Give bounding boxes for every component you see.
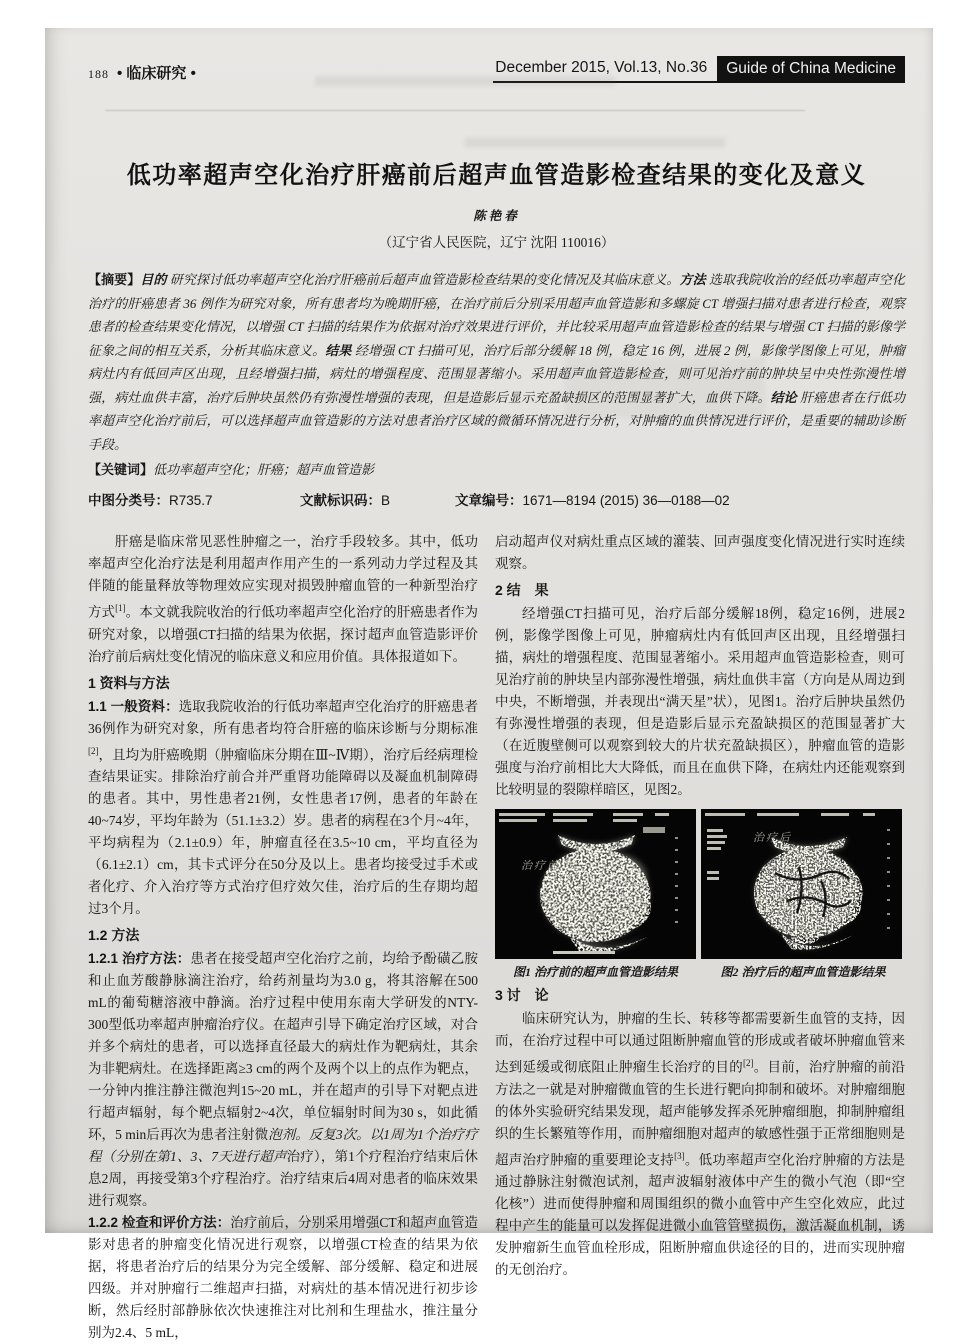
section-heading-3: 3 讨 论 <box>495 987 549 1003</box>
body-columns <box>88 531 905 1344</box>
issue-info: December 2015, Vol.13, No.36 <box>493 57 717 83</box>
section-heading-1: 1 资料与方法 <box>88 674 170 691</box>
figure-row <box>495 809 905 959</box>
column-name: • 临床研究 • <box>117 65 196 82</box>
abstract: 【摘要】目的 研究探讨低功率超声空化治疗肝癌前后超声血管造影检查结果的变化情况及其临床意义。方法 选取我院收治的经低功率超声空化治疗的肝癌患者 36 例作为研究对象，所有患者均为晚期肝癌，在治疗前后分别采用超声血管造影和多螺旋 CT 增强扫描对患者进行检查，观察患者的检查结果变化情况，以增强 CT 扫描的结果作为依据对治疗效果进行评价，并比较采用超声血管造影检查的结果与增强 CT 扫描的影像学征象之间的相互关系，分析其临床意义。结果 经增强 CT 扫描可见，治疗后部分缓解 18 例，稳定 16 例，进展 2 例，影像学图像上可见，肿瘤病灶内有低回声区出现，且经增强扫描，病灶的增强程度、范围显著缩小。采用超声血管造影检查，则可见治疗前的肿块呈中央性弥漫性增强，病灶血供丰富，治疗后肿块虽然仍有弥漫性增强的表现，但是造影后显示充盈缺损区的范围显著扩大，血供下降。结论 肝癌患者在行低功率超声空化治疗前后，可以选择超声血管造影的方法对患者治疗区域的微循环情况进行分析，对肿瘤的血供情况进行评价，是重要的辅助诊断手段。 <box>88 272 905 452</box>
paragraph-1-2-2: 1.2.2 检查和评价方法：治疗前后，分别采用增强CT和超声血管造影对患者的肿瘤变化情况进行观察，以增强CT检查的结果为依据，将患者治疗后的结果分为完全缓解、部分缓解、稳定和进展四级。并对肿瘤行二维超声扫描，对病灶的基本情况进行初步诊断，然后经肘部静脉依次快速推注对比剂和生理盐水，推注量分别为2.4、5 mL， <box>88 1215 478 1340</box>
intro-paragraph: 肝癌是临床常见恶性肿瘤之一，治疗手段较多。其中，低功率超声空化治疗法是利用超声作用产生的一系列动力学过程及其伴随的能量释放等物理效应实现对损毁肿瘤血管的一种新型治疗方式[1]。本文就我院收治的行低功率超声空化治疗的肝癌患者作为研究对象，以增强CT扫描的结果为依据，探讨超声血管造影评价治疗前后病灶变化情况的临床意义和应用价值。具体报道如下。 <box>88 534 479 664</box>
ultrasound-graphic-before <box>495 809 696 959</box>
right-column <box>495 531 905 1344</box>
bleed-artifact <box>465 138 725 147</box>
section-heading-1-2: 1.2 方法 <box>88 927 140 943</box>
ultrasound-image-after <box>701 809 902 959</box>
keywords: 【关键词】低功率超声空化；肝癌；超声血管造影 <box>88 462 375 477</box>
journal-name-badge: Guide of China Medicine <box>717 56 905 83</box>
journal-page <box>45 28 933 1340</box>
figure-2-caption: 图2 治疗后的超声血管造影结果 <box>720 965 886 979</box>
figure-captions <box>495 963 905 980</box>
meta-row <box>88 489 905 509</box>
overlay-label-before: 治疗前 <box>521 860 560 872</box>
continuation-paragraph: 启动超声仪对病灶重点区域的灌装、回声强度变化情况进行实时连续观察。 <box>495 534 905 571</box>
paragraph-1-1: 1.1 一般资料：选取我院收治的行低功率超声空化治疗的肝癌患者36例作为研究对象，所有患者均符合肝癌的临床诊断与分期标准[2]，且均为肝癌晚期（肿瘤临床分期在Ⅲ~Ⅳ期），治疗后经病理检查结果证实。排除治疗前合并严重肾功能障碍以及凝血机制障碍的患者。其中，男性患者21例，女性患者17例，患者的年龄在40~74岁，平均年龄为（51.1±3.2）岁。患者的病程在3个月~4年，平均病程为（2.1±0.9）年，肿瘤直径在3.5~10 cm，平均直径为（6.1±2.1）cm，其卡式评分在50分及以上。患者均接受过手术或者化疗、介入治疗等方式治疗但疗效欠佳，治疗后的生存期均超过3个月。 <box>88 698 478 916</box>
paragraph-1-2-1: 1.2.1 治疗方法：患者在接受超声空化治疗之前，均给予酚磺乙胺和止血芳酸静脉滴注治疗，给药剂量均为3.0 g，将其溶解在500 mL的葡萄糖溶液中静滴。治疗过程中使用东南大学研发的NTY-300型低功率超声肿瘤治疗仪。在超声引导下确定治疗区域，对合并多个病灶的患者，可以选择直径最大的病灶作为靶病灶，其余为非靶病灶。在选择距离≥3 cm的两个及两个以上的点作为靶点，一分钟内推注静注微泡判15~20 mL，并在超声的引导下对靶点进行超声辐射，每个靶点辐射2~4次，单位辐射时间为30 s，如此循环，5 min后再次为患者注射微泡剂。反复3次。以1周为1个治疗疗程（分别在第1、3、7天进行超声治疗），第1个疗程治疗结束后休息2周，再接受第3个疗程治疗。治疗结束后4周对患者的临床效果进行观察。 <box>88 951 479 1208</box>
results-paragraph: 经增强CT扫描可见，治疗后部分缓解18例，稳定16例，进展2例，影像学图像上可见，肿瘤病灶内有低回声区出现，且经增强扫描，病灶的增强程度、范围显著缩小。采用超声血管造影检查，则可见治疗前的肿块呈内部弥漫性增强，病灶血供丰富（方向是从周边到中央，不断增强，并表现出“满天星”状），见图1。治疗后肿块虽然仍有弥漫性增强的表现，但是造影后显示充盈缺损区的范围显著扩大（在近腹壁侧可以观察到较大的片状充盈缺损区），肿瘤血管的造影强度与治疗前相比大大降低，而且在血供下降，在病灶内还能观察到比较明显的裂隙样暗区，见图2。 <box>495 606 905 797</box>
article-id: 文章编号：1671—8194 (2015) 36—0188—02 <box>455 493 730 508</box>
clc-number: 中图分类号：R735.7 <box>88 493 213 508</box>
section-heading-2: 2 结 果 <box>495 582 549 598</box>
ultrasound-image-before <box>495 809 696 959</box>
figure-1-caption: 图1 治疗前的超声血管造影结果 <box>512 965 678 979</box>
article-affiliation: （辽宁省人民医院，辽宁 沈阳 110016） <box>378 235 615 250</box>
article-author: 陈艳春 <box>473 209 520 223</box>
discussion-paragraph: 临床研究认为，肿瘤的生长、转移等都需要新生血管的支持，因而，在治疗过程中可以通过阻断肿瘤血管的形成或者破坏肿瘤血管来达到延缓或彻底阻止肿瘤生长治疗的目的[2]。目前，治疗肿瘤的前沿方法之一就是对肿瘤微血管的生长进行靶向抑制和破坏。对肿瘤细胞的体外实验研究结果发现，超声能够发挥杀死肿瘤细胞，抑制肿瘤组织的生长繁殖等作用，而肿瘤细胞对超声的敏感性强于正常细胞则是超声治疗肿瘤的重要理论支持[3]。低功率超声空化治疗肿瘤的方法是通过静脉注射微泡试剂，超声波辐射液体中产生的微小气泡（即“空化核”）进而使得肿瘤和周围组织的微小血管中产生空化效应，此过程中产生的能量可以发挥促进微小血管管壁损伤，激活凝血机制，诱发肿瘤新生血管血栓形成，阻断肿瘤血供途径的目的，进而实现肿瘤的无创治疗。 <box>495 1011 906 1277</box>
document-code: 文献标识码：B <box>300 493 391 508</box>
left-column <box>88 531 478 1344</box>
ultrasound-graphic-after <box>701 809 902 959</box>
running-header <box>88 56 905 83</box>
bleed-rule <box>105 110 805 111</box>
overlay-label-after: 治疗后 <box>753 832 792 844</box>
page-number: 188 <box>88 67 109 81</box>
article-title: 低功率超声空化治疗肝癌前后超声血管造影检查结果的变化及意义 <box>126 162 867 189</box>
